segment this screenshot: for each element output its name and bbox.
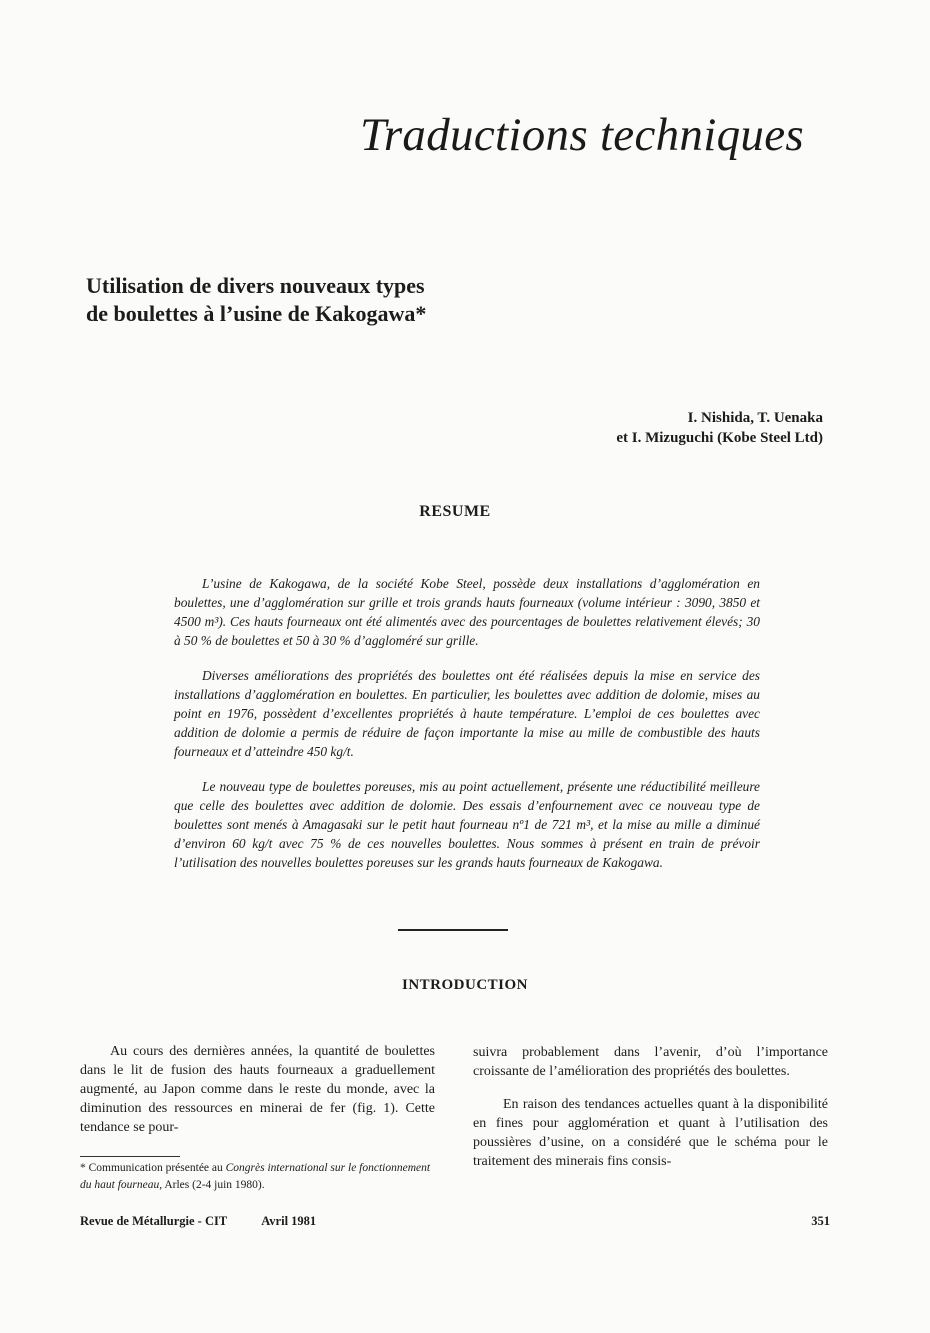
authors-line-1: I. Nishida, T. Uenaka (687, 410, 823, 426)
body-paragraph: suivra probablement dans l’avenir, d’où l’importance croissante de l’amélioration des propriétés des boulettes. (473, 1045, 828, 1079)
body-paragraph: En raison des tendances actuelles quant à la disponibilité en fines pour agglomération et quant à l’utilisation des poussières d’usine, on a considéré que le schéma pour le traitement des minerais fins consis- (473, 1097, 828, 1169)
journal-date: Avril 1981 (261, 1214, 317, 1228)
footnote-prefix: * Communication présentée au (80, 1162, 226, 1174)
abstract (174, 574, 760, 888)
body-column-right (473, 1043, 828, 1185)
footnote-venue: Congrès international sur le fonctionnement du haut fourneau, (80, 1162, 431, 1191)
section-title: Traductions techniques (360, 109, 804, 161)
abstract-paragraph: Le nouveau type de boulettes poreuses, mis au point actuellement, présente une réductibilité meilleure que celle des boulettes avec addition de dolomie. Des essais d’enfournement avec ce nouveau type de boulettes sont menés à Amagasaki sur le petit haut fourneau nº1 de 721 m³, et la mise au mille a diminué d’environ 60 kg/t avec 75 % de ces nouvelles boulettes. Nous sommes à présent en train de prévoir l’utilisation des nouvelles boulettes poreuses sur les grands hauts fourneaux de Kakogawa. (174, 779, 760, 870)
article-title-line-1: Utilisation de divers nouveaux types (86, 273, 425, 298)
body-column-left (80, 1042, 435, 1151)
section-divider (398, 929, 508, 931)
body-paragraph: Au cours des dernières années, la quantité de boulettes dans le lit de fusion des hauts fourneaux a graduellement augmenté, au Japon comme dans le reste du monde, avec la diminution des ressources en minerai de fer (fig. 1). Cette tendance se pour- (80, 1044, 435, 1135)
journal-footer (80, 1214, 410, 1229)
abstract-paragraph: L’usine de Kakogawa, de la société Kobe Steel, possède deux installations d’agglomération en boulettes, une d’agglomération sur grille et trois grands hauts fourneaux (volume intérieur : 3090, 3850 et 4500 m³). Ces hauts fourneaux ont été alimentés avec des pourcentages de boulettes relativement élevés; 30 à 50 % de boulettes et 50 à 30 % d’aggloméré sur grille. (174, 576, 760, 648)
authors (423, 408, 823, 448)
abstract-paragraph: Diverses améliorations des propriétés des boulettes ont été réalisées depuis la mise en service des installations d’agglomération en boulettes. En particulier, les boulettes avec addition de dolomie, mises au point en 1976, possèdent d’excellentes propriétés à haute température. L’emploi de ces boulettes avec addition de dolomie a permis de réduire de façon importante la mise au mille de combustible des hauts fourneaux et d’atteindre 450 kg/t. (174, 668, 760, 759)
article-title-line-2: de boulettes à l’usine de Kakogawa* (86, 301, 427, 326)
footnote-suffix: Arles (2-4 juin 1980). (162, 1179, 265, 1191)
footnote-divider (80, 1156, 180, 1157)
authors-line-2: et I. Mizuguchi (Kobe Steel Ltd) (616, 430, 823, 446)
introduction-heading: INTRODUCTION (401, 977, 528, 993)
resume-heading: RESUME (419, 503, 491, 520)
journal-name: Revue de Métallurgie - CIT (80, 1214, 228, 1228)
article-title (86, 272, 606, 328)
footnote (80, 1160, 440, 1194)
page-number: 351 (811, 1214, 830, 1228)
